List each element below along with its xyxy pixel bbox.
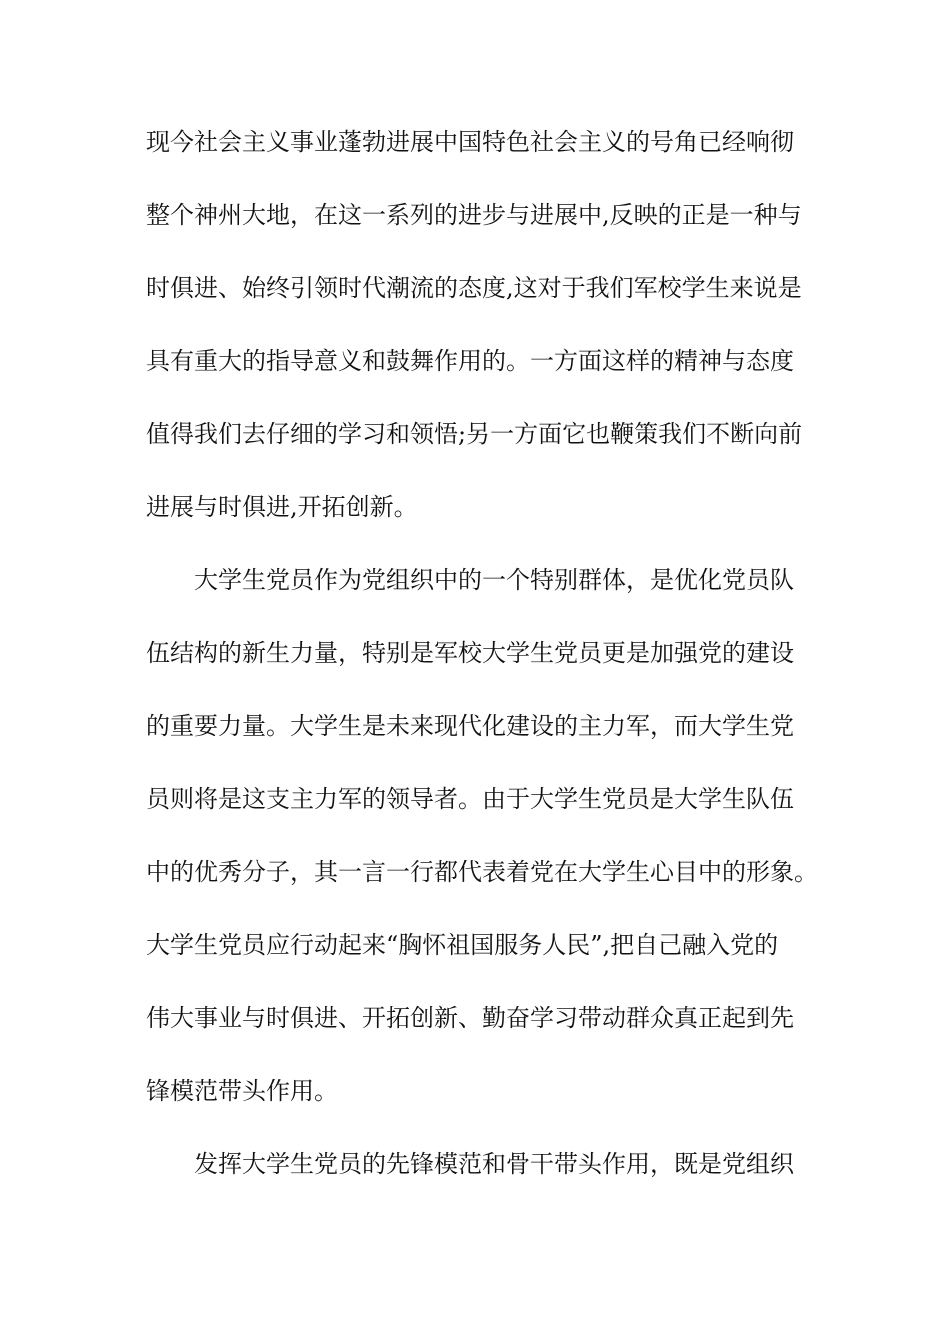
paragraph-2-line-3: 的重要力量。大学生是未来现代化建设的主力军，而大学生党 — [146, 712, 794, 740]
paragraph-1-line-5: 值得我们去仔细的学习和领悟;另一方面它也鞭策我们不断向前 — [146, 420, 803, 448]
paragraph-3-line-1: 发挥大学生党员的先锋模范和骨干带头作用，既是党组织 — [194, 1150, 794, 1178]
paragraph-1-line-1: 现今社会主义事业蓬勃进展中国特色社会主义的号角已经响彻 — [146, 128, 794, 156]
paragraph-1-line-4: 具有重大的指导意义和鼓舞作用的。一方面这样的精神与态度 — [146, 347, 794, 375]
document-body — [146, 130, 826, 1225]
paragraph-1-line-2: 整个神州大地，在这一系列的进步与进展中,反映的正是一种与 — [146, 201, 802, 229]
paragraph-1-line-3: 时俱进、始终引领时代潮流的态度,这对于我们军校学生来说是 — [146, 274, 802, 302]
paragraph-2-line-8: 锋模范带头作用。 — [146, 1077, 338, 1105]
paragraph-2-line-2: 伍结构的新生力量，特别是军校大学生党员更是加强党的建设 — [146, 639, 794, 667]
paragraph-2-line-1: 大学生党员作为党组织中的一个特别群体，是优化党员队 — [194, 566, 794, 594]
paragraph-2-line-7: 伟大事业与时俱进、开拓创新、勤奋学习带动群众真正起到先 — [146, 1004, 794, 1032]
paragraph-2-line-5: 中的优秀分子，其一言一行都代表着党在大学生心目中的形象。 — [146, 858, 818, 886]
paragraph-1-line-6: 进展与时俱进,开拓创新。 — [146, 493, 418, 521]
paragraph-2-line-4: 员则将是这支主力军的领导者。由于大学生党员是大学生队伍 — [146, 785, 794, 813]
paragraph-2-line-6: 大学生党员应行动起来“胸怀祖国服务人民”,把自己融入党的 — [146, 931, 779, 959]
